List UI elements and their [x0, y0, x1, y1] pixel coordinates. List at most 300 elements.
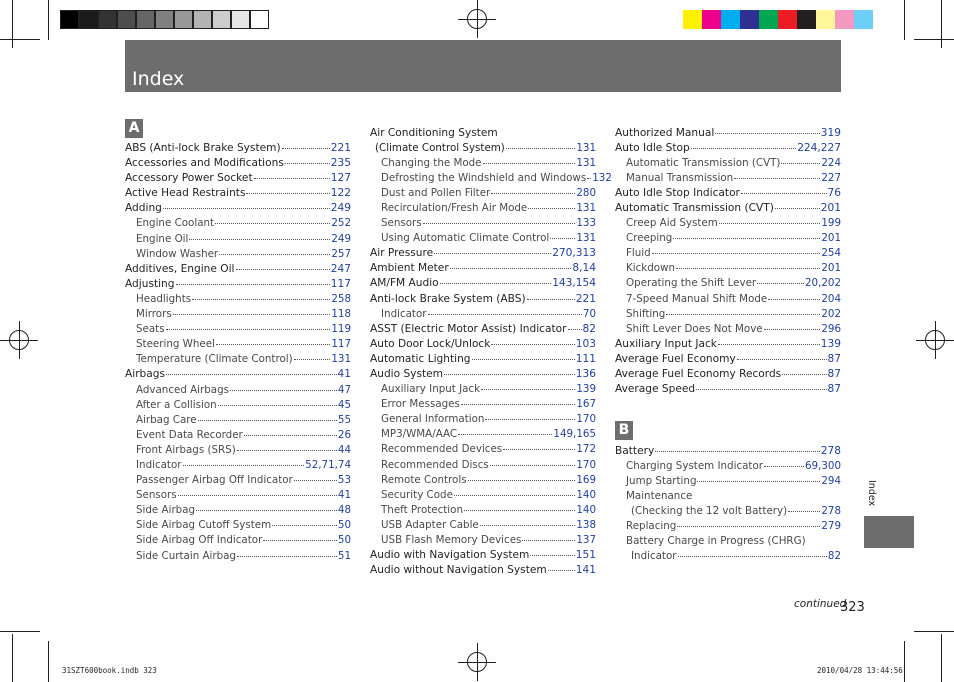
dot-leader [468, 479, 576, 481]
dot-leader [506, 147, 576, 149]
index-entry[interactable] [370, 518, 596, 533]
index-entry-label: Engine Oil [136, 232, 189, 245]
page-reference-link[interactable]: 69,300 [804, 459, 841, 472]
index-entry[interactable] [370, 141, 596, 156]
page-reference-link[interactable]: 278 [821, 504, 841, 517]
index-entry-label: Dust and Pollen Filter [381, 186, 491, 199]
dot-leader [215, 222, 330, 224]
index-entry-label: Automatic Transmission (CVT) [615, 201, 774, 214]
index-entry[interactable] [615, 504, 841, 519]
dot-leader [696, 388, 826, 390]
page-reference-link[interactable]: 117 [331, 338, 351, 351]
dot-leader [485, 418, 575, 420]
color-swatch [193, 10, 212, 29]
index-entry[interactable] [615, 186, 841, 201]
index-entry-label: Indicator [631, 550, 677, 563]
page-reference-link[interactable]: 117 [330, 277, 351, 290]
index-entry[interactable] [615, 261, 841, 276]
index-entry[interactable] [125, 367, 351, 382]
index-entry[interactable] [125, 443, 351, 458]
page-reference-link[interactable]: 55 [337, 413, 351, 426]
index-entry-label: (Checking the 12 volt Battery) [631, 504, 788, 517]
index-entry[interactable] [370, 548, 596, 563]
dot-leader [173, 313, 331, 315]
index-entry[interactable] [125, 292, 351, 307]
dot-leader [530, 554, 574, 556]
index-entry-label: MP3/WMA/AAC [381, 428, 458, 441]
page-reference-link[interactable]: 87 [827, 352, 841, 365]
index-entry[interactable] [370, 246, 596, 261]
index-entry[interactable] [370, 563, 596, 578]
dot-leader [697, 480, 820, 482]
dot-leader [458, 433, 552, 435]
index-entry[interactable] [615, 126, 841, 141]
dot-leader [263, 539, 337, 541]
dot-leader [655, 450, 820, 452]
index-entry[interactable] [125, 549, 351, 564]
page-reference-link[interactable]: 52,71,74 [305, 458, 351, 471]
index-entry-label: Battery [615, 444, 655, 457]
page-reference-link[interactable]: 51 [337, 549, 351, 562]
index-entry[interactable] [370, 473, 596, 488]
index-entry[interactable] [370, 307, 596, 322]
index-entry[interactable] [370, 337, 596, 352]
dot-leader [219, 253, 330, 255]
index-entry[interactable] [370, 292, 596, 307]
page-reference-link[interactable]: 131 [331, 353, 351, 366]
index-entry-label: Recommended Devices [381, 443, 503, 456]
index-entry[interactable] [615, 141, 841, 156]
page-reference-link[interactable]: 224 [821, 156, 841, 169]
registration-mark [467, 652, 487, 672]
dot-leader [444, 373, 575, 375]
page-reference-link[interactable]: 131 [576, 232, 596, 245]
page-reference-link[interactable]: 319 [820, 126, 841, 139]
page-reference-link[interactable]: 201 [821, 232, 841, 245]
index-entry[interactable] [125, 141, 351, 156]
index-entry[interactable] [370, 261, 596, 276]
index-entry-label: Side Airbag Cutoff System [136, 519, 272, 532]
dot-leader [782, 373, 826, 375]
index-entry-label: Average Speed [615, 383, 696, 396]
page-reference-link[interactable]: 258 [331, 292, 351, 305]
page-reference-link[interactable]: 131 [576, 201, 596, 214]
page-reference-link[interactable]: 201 [820, 201, 841, 214]
index-entry[interactable] [370, 322, 596, 337]
index-entry-label: Defrosting the Windshield and Windows [381, 171, 587, 184]
index-entry-label: Charging System Indicator [626, 459, 763, 472]
index-entry[interactable] [125, 171, 351, 186]
color-swatch [702, 10, 721, 29]
page-reference-link[interactable]: 140 [576, 488, 596, 501]
page-reference-link[interactable]: 169 [576, 473, 596, 486]
index-entry[interactable] [125, 533, 351, 548]
dot-leader [691, 147, 796, 149]
index-entry-label: Remote Controls [381, 473, 467, 486]
dot-leader [522, 539, 575, 541]
crop-mark [941, 634, 942, 682]
index-entry[interactable] [615, 322, 841, 337]
index-entry[interactable] [125, 428, 351, 443]
index-entry[interactable] [615, 367, 841, 382]
index-entry[interactable] [370, 352, 596, 367]
index-entry[interactable] [125, 458, 351, 473]
color-swatch [854, 10, 873, 29]
index-column-3-b [615, 444, 841, 565]
index-entry-label: Fluid [626, 247, 651, 260]
page-reference-link[interactable]: 87 [827, 383, 841, 396]
index-entry-label: Authorized Manual [615, 126, 715, 139]
index-entry[interactable] [125, 322, 351, 337]
index-entry[interactable] [370, 367, 596, 382]
crop-mark [914, 39, 954, 40]
page-reference-link[interactable]: 254 [821, 247, 841, 260]
page-reference-link[interactable]: 44 [337, 443, 351, 456]
color-swatch [797, 10, 816, 29]
continued-note: continued [794, 598, 847, 610]
index-entry[interactable] [615, 352, 841, 367]
index-entry[interactable] [615, 444, 841, 459]
page-reference-link[interactable]: 143,154 [552, 277, 596, 290]
page-reference-link[interactable]: 50 [337, 534, 351, 547]
page-reference-link[interactable]: 139 [820, 337, 841, 350]
index-entry-label: AM/FM Audio [370, 277, 439, 290]
side-tab [864, 516, 914, 548]
index-entry-label: Headlights [136, 292, 192, 305]
index-entry[interactable] [615, 549, 841, 564]
page-reference-link[interactable]: 122 [330, 187, 351, 200]
index-entry[interactable] [615, 156, 841, 171]
crop-mark [941, 0, 942, 48]
dot-leader [294, 358, 331, 360]
dot-leader [472, 358, 575, 360]
color-swatch [835, 10, 854, 29]
index-entry[interactable] [370, 276, 596, 291]
page-reference-link[interactable]: 170 [576, 458, 596, 471]
color-swatch [250, 10, 269, 29]
index-entry[interactable] [125, 413, 351, 428]
dot-leader [163, 207, 330, 209]
page-reference-link[interactable]: 247 [330, 262, 351, 275]
index-entry-label: Additives, Engine Oil [125, 262, 235, 275]
dot-leader [237, 449, 337, 451]
index-entry[interactable] [615, 171, 841, 186]
index-entry[interactable] [615, 276, 841, 291]
page-reference-link[interactable]: 41 [337, 368, 351, 381]
page-reference-link[interactable]: 137 [576, 534, 596, 547]
index-entry-label: Theft Protection [381, 503, 463, 516]
dot-leader [450, 267, 572, 269]
page-reference-link[interactable]: 151 [575, 549, 596, 562]
dot-leader [734, 177, 820, 179]
index-entry-label: Maintenance [626, 489, 693, 502]
index-entry-label: Air Conditioning System [370, 126, 498, 139]
color-swatch [683, 10, 702, 29]
page-reference-link[interactable]: 132 [592, 171, 612, 184]
page-reference-link[interactable]: 20,202 [804, 277, 841, 290]
page-reference-link[interactable]: 136 [575, 368, 596, 380]
index-entry-label: Jump Starting [626, 474, 697, 487]
dot-leader [166, 328, 331, 330]
color-swatch [79, 10, 98, 29]
index-entry[interactable] [370, 442, 596, 457]
index-entry[interactable] [615, 201, 841, 216]
page-reference-link[interactable]: 47 [337, 383, 351, 396]
index-entry-label: Operating the Shift Lever [626, 277, 757, 290]
index-entry-label: Air Pressure [370, 247, 434, 260]
page-reference-link[interactable]: 249 [330, 202, 351, 215]
index-entry[interactable] [125, 307, 351, 322]
index-entry[interactable] [125, 277, 351, 292]
page-reference-link[interactable]: 133 [576, 217, 596, 230]
index-entry [615, 534, 841, 549]
index-entry[interactable] [370, 216, 596, 231]
index-entry-label: Creeping [626, 232, 673, 245]
dot-leader [764, 328, 821, 330]
page-reference-link[interactable]: 149,165 [553, 428, 596, 441]
index-entry-label: Average Fuel Economy Records [615, 368, 782, 380]
dot-leader [176, 283, 330, 285]
dot-leader [719, 222, 821, 224]
index-entry[interactable] [125, 156, 351, 171]
index-entry-label: Temperature (Climate Control) [136, 353, 293, 366]
index-entry[interactable] [370, 412, 596, 427]
index-entry-label: Engine Coolant [136, 217, 215, 230]
index-entry[interactable] [370, 488, 596, 503]
index-entry[interactable] [125, 232, 351, 247]
index-entry[interactable] [370, 231, 596, 246]
registration-mark [9, 330, 29, 350]
index-entry-label: Sensors [136, 489, 177, 502]
page-reference-link[interactable]: 224,227 [797, 141, 841, 154]
dot-leader [741, 192, 827, 194]
page-reference-link[interactable]: 139 [576, 383, 596, 396]
index-entry-label: Airbags [125, 368, 166, 381]
page-reference-link[interactable]: 87 [827, 368, 841, 380]
index-entry[interactable] [125, 352, 351, 367]
page-reference-link[interactable]: 227 [821, 171, 841, 184]
index-entry[interactable] [125, 262, 351, 277]
index-entry[interactable] [615, 337, 841, 352]
color-swatch [98, 10, 117, 29]
index-entry[interactable] [125, 247, 351, 262]
index-entry-label: USB Flash Memory Devices [381, 534, 522, 547]
index-entry[interactable] [370, 427, 596, 442]
dot-leader [568, 328, 582, 330]
color-swatch [721, 10, 740, 29]
page-reference-link[interactable]: 45 [337, 398, 351, 411]
page-reference-link[interactable]: 26 [337, 428, 351, 441]
index-entry[interactable] [370, 201, 596, 216]
color-swatch [60, 10, 79, 29]
registration-mark [925, 330, 945, 350]
index-entry-label: Seats [136, 323, 165, 336]
page-reference-link[interactable]: 127 [330, 172, 351, 185]
page-reference-link[interactable]: 278 [820, 444, 841, 457]
dot-leader [189, 238, 330, 240]
index-entry[interactable] [370, 458, 596, 473]
index-entry[interactable] [370, 397, 596, 412]
dot-leader [673, 237, 820, 239]
index-entry[interactable] [125, 216, 351, 231]
dot-leader [464, 509, 575, 511]
index-entry[interactable] [615, 519, 841, 534]
page-reference-link[interactable]: 76 [827, 186, 841, 199]
page-reference-link[interactable]: 172 [576, 443, 596, 456]
page-reference-link[interactable]: 280 [576, 186, 596, 199]
index-entry-label: Kickdown [626, 262, 676, 275]
index-entry [370, 126, 596, 141]
dot-leader [483, 162, 576, 164]
index-entry[interactable] [370, 156, 596, 171]
dot-leader [775, 207, 820, 209]
dot-leader [272, 524, 337, 526]
dot-leader [528, 207, 575, 209]
page-reference-link[interactable]: 249 [331, 232, 351, 245]
page-reference-link[interactable]: 221 [575, 292, 596, 305]
index-entry[interactable] [615, 307, 841, 322]
index-entry[interactable] [615, 216, 841, 231]
index-entry[interactable] [125, 503, 351, 518]
color-swatch [778, 10, 797, 29]
page-reference-link[interactable]: 103 [575, 337, 596, 350]
index-entry[interactable] [615, 246, 841, 261]
index-entry-label: Changing the Mode [381, 156, 482, 169]
index-entry-label: Adjusting [125, 277, 175, 290]
index-entry-label: Window Washer [136, 247, 219, 260]
crop-mark [0, 631, 40, 632]
crop-mark [12, 634, 13, 682]
page-reference-link[interactable]: 138 [576, 518, 596, 531]
index-entry[interactable] [615, 292, 841, 307]
color-swatch [759, 10, 778, 29]
crop-mark [48, 641, 49, 682]
index-entry-label: Auxiliary Input Jack [381, 383, 481, 396]
index-column-1 [125, 141, 351, 564]
index-entry[interactable] [615, 474, 841, 489]
page-reference-link[interactable]: 118 [331, 308, 351, 321]
dot-leader [757, 282, 804, 284]
index-entry-label: Creep Aid System [626, 217, 718, 230]
index-entry[interactable] [615, 459, 841, 474]
index-entry[interactable] [370, 533, 596, 548]
dot-leader [715, 132, 819, 134]
dot-leader [244, 434, 337, 436]
index-entry-label: Advanced Airbags [136, 383, 230, 396]
index-entry[interactable] [370, 382, 596, 397]
page-reference-link[interactable]: 270,313 [552, 247, 596, 260]
index-entry[interactable] [125, 337, 351, 352]
index-entry-label: Shifting [626, 307, 666, 320]
page-reference-link[interactable]: 167 [576, 398, 596, 411]
index-entry[interactable] [370, 171, 612, 186]
dot-leader [718, 343, 820, 345]
index-entry-label: Passenger Airbag Off Indicator [136, 474, 293, 487]
index-entry[interactable] [125, 488, 351, 503]
index-entry-label: Front Airbags (SRS) [136, 443, 236, 456]
page-reference-link[interactable]: 82 [827, 550, 841, 563]
index-entry-label: Adding [125, 202, 162, 215]
index-entry-label: Automatic Transmission (CVT) [626, 156, 781, 169]
index-entry[interactable] [125, 383, 351, 398]
index-entry-label: Recommended Discs [381, 458, 489, 471]
crop-mark [48, 0, 49, 40]
page-reference-link[interactable]: 8,14 [572, 262, 596, 275]
index-entry-label: Event Data Recorder [136, 428, 243, 441]
page-reference-link[interactable]: 257 [331, 247, 351, 260]
page-reference-link[interactable]: 111 [575, 352, 596, 365]
index-entry-label: Error Messages [381, 398, 460, 411]
index-entry-label: Sensors [381, 217, 422, 230]
page-reference-link[interactable]: 235 [330, 157, 351, 170]
index-entry-label: Airbag Care [136, 413, 197, 426]
index-entry-label: Audio without Navigation System [370, 564, 547, 577]
page-reference-link[interactable]: 202 [821, 307, 841, 320]
section-letter-a: A [125, 119, 143, 138]
index-entry-label: Auxiliary Input Jack [615, 337, 717, 350]
page-number: 323 [840, 600, 865, 615]
dot-leader [764, 465, 804, 467]
index-entry[interactable] [125, 473, 351, 488]
page-reference-link[interactable]: 82 [582, 322, 596, 335]
page-reference-link[interactable]: 252 [331, 217, 351, 230]
index-entry[interactable] [125, 518, 351, 533]
dot-leader [178, 494, 337, 496]
dot-leader [192, 298, 330, 300]
page-reference-link[interactable]: 131 [576, 156, 596, 169]
index-entry[interactable] [615, 382, 841, 397]
page-reference-link[interactable]: 119 [331, 323, 351, 336]
page-reference-link[interactable]: 279 [821, 519, 841, 532]
index-entry-label: Anti-lock Brake System (ABS) [370, 292, 526, 305]
page-reference-link[interactable]: 131 [576, 141, 596, 154]
index-entry[interactable] [615, 231, 841, 246]
page-reference-link[interactable]: 70 [582, 307, 596, 320]
color-swatch [873, 10, 892, 29]
index-entry[interactable] [370, 186, 596, 201]
page-reference-link[interactable]: 140 [576, 503, 596, 516]
page-reference-link[interactable]: 50 [337, 519, 351, 532]
page-reference-link[interactable]: 41 [337, 489, 351, 502]
index-entry-label: (Climate Control System) [375, 141, 505, 154]
page-reference-link[interactable]: 204 [821, 292, 841, 305]
page-reference-link[interactable]: 199 [821, 217, 841, 230]
dot-leader [282, 147, 330, 149]
page-reference-link[interactable]: 48 [337, 504, 351, 517]
index-entry[interactable] [370, 503, 596, 518]
page-reference-link[interactable]: 170 [576, 413, 596, 426]
color-swatch [136, 10, 155, 29]
dot-leader [254, 177, 330, 179]
page-reference-link[interactable]: 53 [337, 474, 351, 487]
index-entry[interactable] [125, 201, 351, 216]
dot-leader [527, 298, 575, 300]
print-file-info: 31SZT600book.indb 323 [62, 666, 157, 675]
page-reference-link[interactable]: 296 [821, 322, 841, 335]
page-reference-link[interactable]: 141 [575, 564, 596, 577]
index-entry-label: Indicator [381, 307, 427, 320]
index-entry-label: Accessory Power Socket [125, 172, 253, 185]
index-entry-label: 7-Speed Manual Shift Mode [626, 292, 768, 305]
index-entry[interactable] [125, 186, 351, 201]
page-reference-link[interactable]: 221 [330, 142, 351, 154]
index-entry-label: General Information [381, 413, 485, 426]
dot-leader [481, 388, 575, 390]
dot-leader [480, 524, 576, 526]
index-entry[interactable] [125, 398, 351, 413]
page-reference-link[interactable]: 201 [821, 262, 841, 275]
page-reference-link[interactable]: 294 [821, 474, 841, 487]
